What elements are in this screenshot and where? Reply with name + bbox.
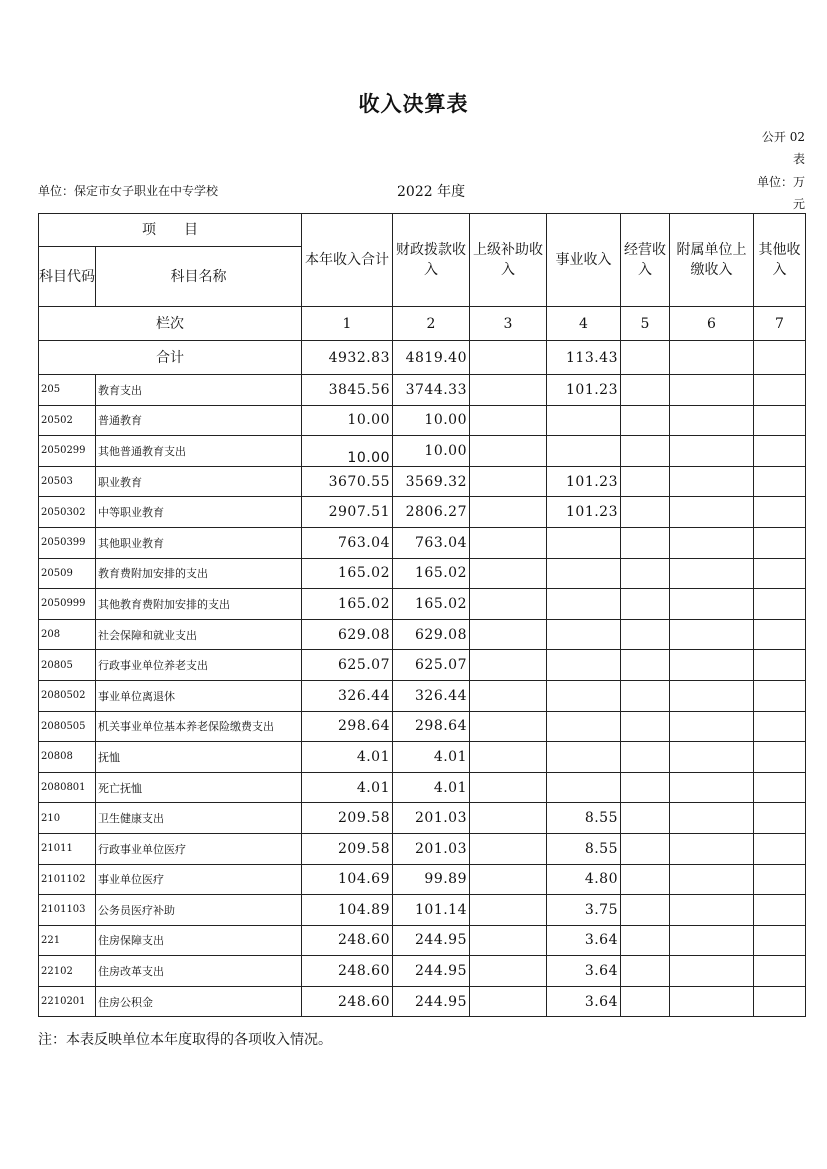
amount-cell [754,680,806,711]
column-number: 3 [470,307,547,341]
amount-cell: 4.80 [547,864,621,895]
table-row [39,711,806,742]
amount-cell [470,864,547,895]
amount-cell [621,497,670,528]
amount-cell [547,558,621,589]
column-number-row [39,307,806,341]
amount-cell [621,527,670,558]
subject-code: 2080502 [39,680,96,711]
table-row [39,405,806,436]
column-number: 5 [621,307,670,341]
amount-cell [621,375,670,406]
amount-cell [621,558,670,589]
subject-name: 机关事业单位基本养老保险缴费支出 [96,711,302,742]
amount-cell [547,742,621,773]
amount-cell [670,466,754,497]
amount-cell: 3569.32 [393,466,470,497]
amount-cell: 763.04 [393,527,470,558]
total-row [39,341,806,375]
amount-cell [470,772,547,803]
amount-cell [621,436,670,467]
amount-cell: 3.64 [547,956,621,987]
amount-cell [547,680,621,711]
header-business: 事业收入 [547,214,621,307]
amount-cell [470,895,547,926]
amount-cell: 244.95 [393,986,470,1017]
amount-cell [621,650,670,681]
amount-cell: 10.00 [302,405,393,436]
amount-cell: 3.75 [547,895,621,926]
table-row [39,772,806,803]
subject-code: 20509 [39,558,96,589]
footnote: 注：本表反映单位本年度取得的各项收入情况。 [38,1032,332,1048]
subject-name: 其他教育费附加安排的支出 [96,589,302,620]
amount-cell: 326.44 [302,680,393,711]
total-value [621,341,670,375]
amount-cell [470,986,547,1017]
total-value: 113.43 [547,341,621,375]
subject-code: 205 [39,375,96,406]
currency-unit: 单位：万元 [756,175,805,211]
table-row [39,925,806,956]
amount-cell: 165.02 [393,589,470,620]
column-number-label: 栏次 [39,307,302,341]
amount-cell [621,711,670,742]
amount-cell [470,925,547,956]
subject-code: 208 [39,619,96,650]
amount-cell: 4.01 [393,742,470,773]
subject-name: 抚恤 [96,742,302,773]
subject-name: 教育支出 [96,375,302,406]
amount-cell [754,864,806,895]
amount-cell: 298.64 [302,711,393,742]
amount-cell [302,436,393,467]
amount-cell: 298.64 [393,711,470,742]
amount-cell [470,619,547,650]
amount-cell [621,956,670,987]
subject-code: 2050999 [39,589,96,620]
subject-name: 公务员医疗补助 [96,895,302,926]
table-row [39,956,806,987]
amount-cell: 99.89 [393,864,470,895]
amount-cell: 2907.51 [302,497,393,528]
amount-cell [754,558,806,589]
total-label: 合计 [39,341,302,375]
amount-cell [670,558,754,589]
subject-code: 2210201 [39,986,96,1017]
amount-cell [547,619,621,650]
amount-cell: 248.60 [302,956,393,987]
amount-cell: 201.03 [393,833,470,864]
amount-cell: 10.00 [393,405,470,436]
subject-code: 20808 [39,742,96,773]
amount-cell [670,925,754,956]
amount-cell [670,986,754,1017]
amount-cell [621,405,670,436]
subject-code: 20805 [39,650,96,681]
amount-cell [754,956,806,987]
total-value [470,341,547,375]
amount-cell [470,711,547,742]
amount-cell: 101.23 [547,375,621,406]
subject-name: 行政事业单位养老支出 [96,650,302,681]
amount-cell [621,986,670,1017]
subject-code: 210 [39,803,96,834]
amount-cell [670,864,754,895]
amount-cell: 3845.56 [302,375,393,406]
income-table [38,213,806,1017]
amount-cell: 629.08 [393,619,470,650]
amount-cell [621,895,670,926]
amount-cell: 763.04 [302,527,393,558]
amount-cell [470,956,547,987]
subject-code: 2101103 [39,895,96,926]
amount-cell [670,619,754,650]
amount-cell [621,619,670,650]
amount-cell [754,650,806,681]
form-code: 公开 02 表 [761,130,805,166]
subject-code: 2050399 [39,527,96,558]
header-operating: 经营收入 [621,214,670,307]
amount-cell [547,711,621,742]
subject-code: 2080801 [39,772,96,803]
total-value [670,341,754,375]
amount-cell [470,742,547,773]
header-affiliated: 附属单位上缴收入 [670,214,754,307]
amount-cell [547,650,621,681]
amount-cell: 101.23 [547,466,621,497]
amount-cell [621,466,670,497]
table-row [39,833,806,864]
amount-cell [670,375,754,406]
amount-cell [754,986,806,1017]
amount-cell [621,680,670,711]
table-row [39,375,806,406]
amount-cell: 248.60 [302,925,393,956]
subject-name: 住房保障支出 [96,925,302,956]
amount-cell [621,833,670,864]
column-number: 7 [754,307,806,341]
amount-cell [754,619,806,650]
total-value: 4819.40 [393,341,470,375]
table-row [39,436,806,467]
amount-cell [754,742,806,773]
amount-cell [754,833,806,864]
amount-cell [754,436,806,467]
subject-name: 教育费附加安排的支出 [96,558,302,589]
subject-name: 住房公积金 [96,986,302,1017]
amount-cell [470,803,547,834]
amount-cell [621,925,670,956]
amount-cell [470,497,547,528]
subject-code: 2050299 [39,436,96,467]
amount-cell: 625.07 [302,650,393,681]
subject-name: 普通教育 [96,405,302,436]
table-row [39,742,806,773]
table-row [39,895,806,926]
amount-cell [670,680,754,711]
amount-cell [547,405,621,436]
amount-cell [670,711,754,742]
amount-cell [754,589,806,620]
total-value [754,341,806,375]
subject-code: 20503 [39,466,96,497]
amount-cell [621,742,670,773]
amount-cell [670,405,754,436]
amount-cell [470,558,547,589]
amount-cell: 101.14 [393,895,470,926]
table-row [39,680,806,711]
amount-cell: 3744.33 [393,375,470,406]
subject-name: 中等职业教育 [96,497,302,528]
amount-cell [470,375,547,406]
amount-cell [670,650,754,681]
amount-cell [754,772,806,803]
column-number: 6 [670,307,754,341]
amount-cell [670,589,754,620]
amount-cell [470,650,547,681]
unit-name: 单位：保定市女子职业在中专学校 [38,184,219,198]
subject-code: 2080505 [39,711,96,742]
amount-cell: 3670.55 [302,466,393,497]
subject-name: 事业单位医疗 [96,864,302,895]
amount-cell [470,466,547,497]
amount-cell [670,803,754,834]
subject-code: 2101102 [39,864,96,895]
table-row [39,803,806,834]
amount-cell [754,925,806,956]
column-number: 4 [547,307,621,341]
fiscal-year: 2022 年度 [397,184,466,200]
amount-cell [670,436,754,467]
subject-name: 行政事业单位医疗 [96,833,302,864]
amount-cell [670,772,754,803]
header-superior: 上级补助收入 [470,214,547,307]
amount-cell [470,833,547,864]
subject-name: 其他职业教育 [96,527,302,558]
amount-cell: 629.08 [302,619,393,650]
amount-cell: 244.95 [393,925,470,956]
header-item: 项 目 [39,214,302,247]
column-number: 2 [393,307,470,341]
amount-value: 10.00 [347,449,390,466]
subject-name: 住房改革支出 [96,956,302,987]
amount-cell: 201.03 [393,803,470,834]
subject-name: 其他普通教育支出 [96,436,302,467]
subject-name: 死亡抚恤 [96,772,302,803]
header-subject-code: 科目代码 [39,247,96,307]
amount-cell: 3.64 [547,925,621,956]
amount-cell [621,864,670,895]
amount-cell [670,497,754,528]
amount-cell [670,895,754,926]
subject-code: 22102 [39,956,96,987]
amount-cell: 165.02 [302,589,393,620]
amount-cell: 209.58 [302,803,393,834]
amount-cell: 10.00 [393,436,470,467]
subject-code: 2050302 [39,497,96,528]
amount-cell [754,803,806,834]
amount-cell [754,527,806,558]
table-row [39,466,806,497]
amount-cell [754,405,806,436]
amount-cell [670,742,754,773]
amount-cell [470,680,547,711]
amount-cell [547,527,621,558]
amount-cell: 101.23 [547,497,621,528]
amount-cell: 4.01 [393,772,470,803]
amount-cell: 244.95 [393,956,470,987]
subject-code: 21011 [39,833,96,864]
table-row [39,986,806,1017]
amount-cell [621,803,670,834]
amount-cell [621,589,670,620]
header-fiscal: 财政拨款收入 [393,214,470,307]
table-row [39,619,806,650]
column-number: 1 [302,307,393,341]
amount-cell: 8.55 [547,803,621,834]
amount-cell: 4.01 [302,772,393,803]
amount-cell [547,436,621,467]
amount-cell: 3.64 [547,986,621,1017]
amount-cell [470,589,547,620]
amount-cell [754,711,806,742]
amount-cell [547,772,621,803]
subject-code: 221 [39,925,96,956]
amount-cell: 165.02 [302,558,393,589]
amount-cell: 625.07 [393,650,470,681]
header-other: 其他收入 [754,214,806,307]
amount-cell: 2806.27 [393,497,470,528]
total-value: 4932.83 [302,341,393,375]
amount-cell: 4.01 [302,742,393,773]
amount-cell: 248.60 [302,986,393,1017]
table-row [39,864,806,895]
amount-cell [470,436,547,467]
amount-cell: 165.02 [393,558,470,589]
amount-cell [670,527,754,558]
amount-cell [754,466,806,497]
subject-code: 20502 [39,405,96,436]
amount-cell [754,497,806,528]
amount-cell [670,833,754,864]
table-row [39,650,806,681]
table-row [39,497,806,528]
table-row [39,527,806,558]
table-row [39,589,806,620]
amount-cell: 104.89 [302,895,393,926]
subject-name: 职业教育 [96,466,302,497]
header-total-income: 本年收入合计 [302,214,393,307]
amount-cell [470,405,547,436]
subject-name: 社会保障和就业支出 [96,619,302,650]
header-subject-name: 科目名称 [96,247,302,307]
amount-cell [621,772,670,803]
amount-cell [470,527,547,558]
amount-cell [754,375,806,406]
amount-cell [547,589,621,620]
amount-cell [754,895,806,926]
page-title: 收入决算表 [358,92,469,116]
amount-cell: 104.69 [302,864,393,895]
table-row [39,558,806,589]
subject-name: 卫生健康支出 [96,803,302,834]
amount-cell: 8.55 [547,833,621,864]
amount-cell: 326.44 [393,680,470,711]
amount-cell: 209.58 [302,833,393,864]
subject-name: 事业单位离退休 [96,680,302,711]
amount-cell [670,956,754,987]
